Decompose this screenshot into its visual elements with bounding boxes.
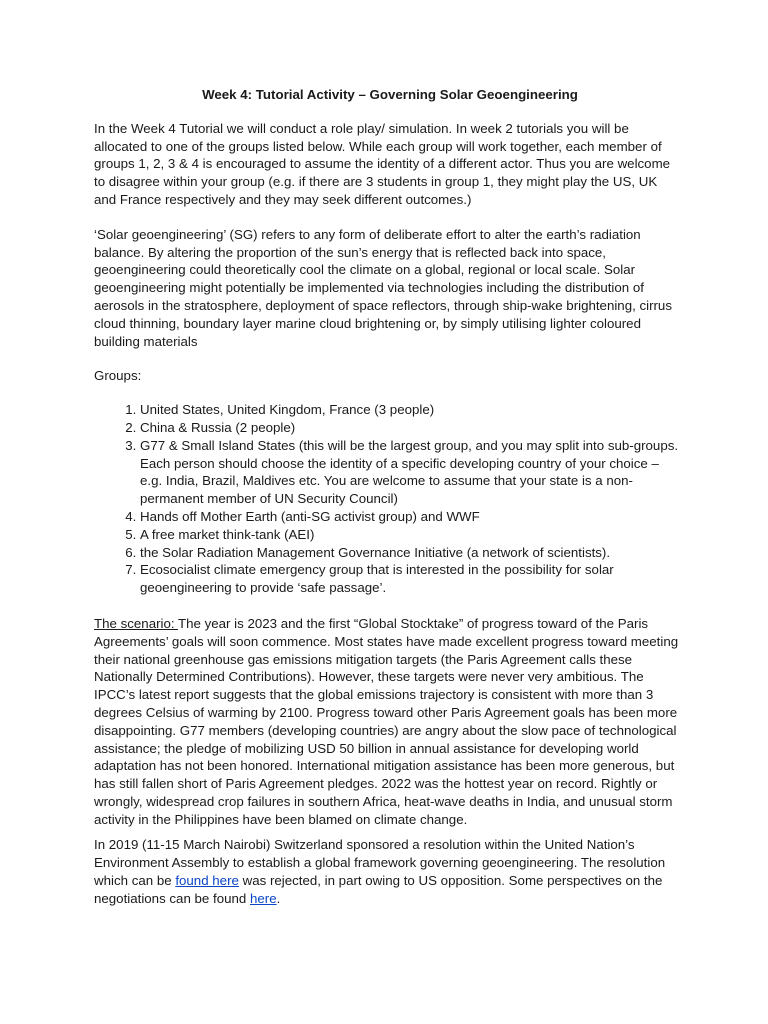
group-item-1: 1. United States, United Kingdom, France (3 people) <box>140 401 680 419</box>
group-item-2: 2. China & Russia (2 people) <box>140 419 680 437</box>
scenario-paragraph <box>94 615 680 829</box>
group-item-7: 7. Ecosocialist climate emergency group that is interested in the possibility for solar geoengineering to provide ‘safe passage’. <box>140 561 680 597</box>
final-paragraph <box>94 836 680 907</box>
page-title: Week 4: Tutorial Activity – Governing Solar Geoengineering <box>202 87 578 102</box>
final-text-2: was rejected, in part owing to US opposition. Some perspectives on the negotiations can be found <box>94 873 663 906</box>
scenario-label: The scenario: <box>94 615 179 631</box>
here-link[interactable]: here <box>250 890 277 906</box>
groups-label: Groups: <box>94 368 142 384</box>
groups-list <box>94 401 680 597</box>
intro-paragraph: In the Week 4 Tutorial we will conduct a role play/ simulation. In week 2 tutorials you will be allocated to one of the groups listed below. While each group will work together, each member of groups 1, 2, 3 & 4 is encouraged to assume the identity of a different actor. Thus you are welcome to disagree within your group (e.g. if there are 3 students in group 1, they might play the US, UK and France respectively and they may seek different outcomes.) <box>94 120 671 207</box>
scenario-text: The year is 2023 and the first “Global Stocktake” of progress toward of the Paris Agreements’ goals will soon commence. Most states have made excellent progress toward meeting their national greenhouse gas emissions mitigation targets (the Paris Agreement calls these Nationally Determined Contributions). However, these targets were never very ambitious. The IPCC’s latest report suggests that the global emissions trajectory is consistent with more than 3 degrees Celsius of warming by 2100. Progress toward other Paris Agreement goals has been more disappointing. G77 members (developing countries) are angry about the slow pace of technological assistance; the pledge of mobilizing USD 50 billion in annual assistance for developing world adaptation has not been honored. International mitigation assistance has been more generous, but has still fallen short of Paris Agreement pledges. 2022 was the hottest year on record. Rightly or wrongly, widespread crop failures in southern Africa, heat-wave deaths in India, and unusual storm activity in the Philippines have been blamed on climate change. <box>94 615 679 827</box>
group-item-5: 5. A free market think-tank (AEI) <box>140 526 680 544</box>
group-item-4: 4. Hands off Mother Earth (anti-SG activist group) and WWF <box>140 508 680 526</box>
definition-paragraph: ‘Solar geoengineering’ (SG) refers to any form of deliberate effort to alter the earth’s radiation balance. By altering the proportion of the sun’s energy that is reflected back into space, geoengineering could theoretically cool the climate on a global, regional or local scale. Solar geoengineering might potentially be implemented via technologies including the distribution of aerosols in the stratosphere, deployment of space reflectors, through ship-wake brightening, cirrus cloud thinning, boundary layer marine cloud brightening or, by simply utilising lighter coloured building materials <box>94 226 672 349</box>
group-item-6: 6. the Solar Radiation Management Governance Initiative (a network of scientists). <box>140 544 680 562</box>
final-text-3: . <box>276 890 281 906</box>
group-item-3: 3. G77 & Small Island States (this will be the largest group, and you may split into sub-groups. Each person should choose the identity of a specific developing country of your choice – e.g. India, Brazil, Maldives etc. You are welcome to assume that your state is a non-permanent member of UN Security Council) <box>140 437 680 508</box>
final-text-1: In 2019 (11-15 March Nairobi) Switzerland sponsored a resolution within the United Nation’s Environment Assembly to establish a global framework governing geoengineering. The resolution which can be <box>94 837 666 889</box>
found-here-link[interactable]: found here <box>175 873 239 889</box>
